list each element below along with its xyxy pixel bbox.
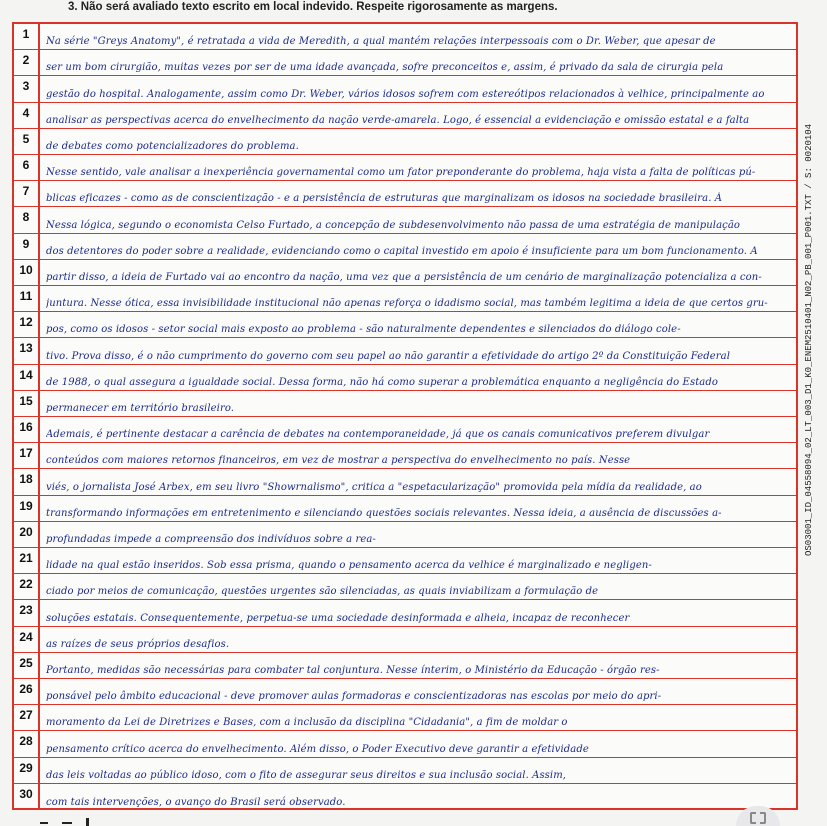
essay-line xyxy=(14,443,796,469)
handwritten-line-text: pos, como os idosos - setor social mais exposto ao problema - são naturalmente dependentes e silenciados do diálogo cole- xyxy=(46,324,681,336)
essay-line xyxy=(14,784,796,810)
essay-line xyxy=(14,76,796,102)
line-number: 27 xyxy=(19,708,33,723)
essay-line xyxy=(14,679,796,705)
expand-frame-icon xyxy=(750,812,766,824)
handwritten-line-text: dos detentores do poder sobre a realidade, evidenciando como o capital investido em apoio é insuficiente para um bom funcionamento. A xyxy=(46,245,758,257)
essay-line xyxy=(14,207,796,233)
line-number: 23 xyxy=(19,603,33,618)
handwritten-line-text: as raízes de seus próprios desafios. xyxy=(46,638,230,650)
essay-line xyxy=(14,653,796,679)
line-number: 25 xyxy=(19,655,33,670)
line-number: 26 xyxy=(19,682,33,696)
handwritten-line-text: blicas eficazes - como as de conscientização - e a persistência de estruturas que marginalizam os idosos na sociedade brasileira. À xyxy=(46,193,723,205)
line-number: 11 xyxy=(19,289,33,303)
handwritten-line-text: transformando informações em entretenimento e silenciando questões sociais relevantes. Nessa ideia, a ausência de discussões a- xyxy=(46,507,722,519)
essay-line xyxy=(14,574,796,600)
line-number: 3 xyxy=(22,79,30,94)
handwritten-line-text: gestão do hospital. Analogamente, assim como Dr. Weber, vários idosos sofrem com estereótipos relacionados à velhice, principalmente ao xyxy=(46,88,765,100)
handwritten-line-text: tivo. Prova disso, é o não cumprimento do governo com seu papel ao não garantir a efetividade do artigo 2º da Constituição Federal xyxy=(46,350,730,362)
line-number: 22 xyxy=(19,577,33,592)
essay-line xyxy=(14,312,796,338)
side-barcode-text: OS03001_ID_04558094_02_LT_003_D1_K0_ENEM2510401_N02_PB_001_P001.TXT / S: 0020104 xyxy=(804,123,814,557)
essay-line xyxy=(14,522,796,548)
essay-line xyxy=(14,155,796,181)
essay-line xyxy=(14,548,796,574)
line-number: 29 xyxy=(19,760,33,775)
line-number: 21 xyxy=(19,551,33,565)
essay-line xyxy=(14,338,796,364)
line-number: 10 xyxy=(19,262,33,277)
instruction-text: 3. Não será avaliado texto escrito em local indevido. Respeite rigorosamente as margens. xyxy=(68,1,558,13)
essay-line xyxy=(14,469,796,495)
essay-line xyxy=(14,181,796,207)
handwritten-line-text: profundadas impede a compreensão dos indivíduos sobre a rea- xyxy=(46,533,376,545)
essay-sheet xyxy=(12,22,798,810)
essay-line xyxy=(14,758,796,784)
line-number: 28 xyxy=(19,734,33,749)
handwritten-line-text: ciado por meios de comunicação, questões urgentes são silenciadas, as quais inviabilizam a formulação de xyxy=(46,586,599,598)
essay-line xyxy=(14,705,796,731)
handwritten-line-text: ponsável pelo âmbito educacional - deve promover aulas formadoras e conscientizadoras nas escolas por meio do apri- xyxy=(46,691,662,703)
handwritten-line-text: lidade na qual estão inseridos. Sob essa prisma, quando o pensamento acerca da velhice é marginalizado e negligen- xyxy=(46,560,652,572)
essay-line xyxy=(14,129,796,155)
line-number: 20 xyxy=(19,524,33,539)
line-number: 6 xyxy=(22,158,30,172)
essay-line xyxy=(14,417,796,443)
essay-line xyxy=(14,103,796,129)
line-number: 14 xyxy=(19,367,33,382)
line-number: 24 xyxy=(19,629,33,644)
line-number: 1 xyxy=(22,27,30,41)
handwritten-line-text: pensamento crítico acerca do envelhecimento. Além disso, o Poder Executivo deve garantir a efetividade xyxy=(46,743,589,755)
handwritten-line-text: viés, o jornalista José Arbex, em seu livro "Showrnalismo", critica a "espetacularização" promovida pela mídia da realidade, ao xyxy=(46,481,702,493)
handwritten-line-text: juntura. Nesse ótica, essa invisibilidade institucional não apenas reforça o idadismo social, mas também legitima a ideia de que certos gru- xyxy=(46,298,768,310)
handwritten-line-text: com tais intervenções, o avanço do Brasil será observado. xyxy=(46,796,346,808)
essay-line xyxy=(14,365,796,391)
essay-line xyxy=(14,391,796,417)
handwritten-line-text: partir disso, a ideia de Furtado vai ao encontro da nação, uma vez que a persistência de um cenário de marginalização potencializa a con- xyxy=(46,271,762,283)
handwritten-line-text: soluções estatais. Consequentemente, perpetua-se uma sociedade desinformada e alheia, incapaz de reconhecer xyxy=(46,612,630,624)
line-number: 30 xyxy=(19,786,33,801)
line-number: 17 xyxy=(19,446,33,461)
handwritten-line-text: Na série "Greys Anatomy", é retratada a vida de Meredith, a qual mantém relações interpessoais com o Dr. Weber, que apesar de xyxy=(46,36,716,48)
essay-line xyxy=(14,286,796,312)
handwritten-line-text: conteúdos com maiores retornos financeiros, em vez de mostrar a perspectiva do envelhecimento no país. Nesse xyxy=(46,455,631,467)
handwritten-line-text: permanecer em território brasileiro. xyxy=(46,402,235,414)
essay-line xyxy=(14,50,796,76)
bottom-registration-mark xyxy=(40,818,100,826)
essay-line xyxy=(14,234,796,260)
handwritten-line-text: ser um bom cirurgião, muitas vezes por ser de uma idade avançada, sofre preconceitos e, assim, é privado da sala de cirurgia pela xyxy=(46,62,724,74)
handwritten-line-text: de debates como potencializadores do problema. xyxy=(46,140,299,152)
essay-line xyxy=(14,496,796,522)
line-number: 8 xyxy=(22,210,30,225)
handwritten-line-text: Ademais, é pertinente destacar a carência de debates na contemporaneidade, já que os canais comunicativos preferem divulgar xyxy=(46,429,710,441)
essay-line xyxy=(14,260,796,286)
handwritten-line-text: Portanto, medidas são necessárias para combater tal conjuntura. Nesse ínterim, o Ministério da Educação - órgão res- xyxy=(46,664,660,676)
line-number: 16 xyxy=(19,420,33,434)
line-number: 4 xyxy=(22,105,30,120)
handwritten-line-text: Nessa lógica, segundo o economista Celso Furtado, a concepção de subdesenvolvimento não passa de uma estratégia de manipulação xyxy=(46,219,741,231)
line-number: 5 xyxy=(22,131,30,146)
line-number: 2 xyxy=(22,53,30,68)
handwritten-line-text: moramento da Lei de Diretrizes e Bases, com a inclusão da disciplina "Cidadania", a fim de moldar o xyxy=(46,717,568,729)
handwritten-line-text: das leis voltadas ao público idoso, com o fito de assegurar seus direitos e sua inclusão social. Assim, xyxy=(46,769,567,781)
line-number: 19 xyxy=(19,498,33,513)
line-number: 13 xyxy=(19,341,33,356)
line-number: 18 xyxy=(19,472,33,487)
line-number: 12 xyxy=(19,315,33,330)
essay-line xyxy=(14,600,796,626)
handwritten-line-text: de 1988, o qual assegura a igualdade social. Dessa forma, não há como superar a problemática enquanto a negligência do Estado xyxy=(46,376,718,388)
handwritten-line-text: analisar as perspectivas acerca do envelhecimento da nação verde-amarela. Logo, é essencial a evidenciação e omissão estatal e a falta xyxy=(46,114,750,126)
essay-line xyxy=(14,627,796,653)
line-number: 15 xyxy=(19,393,33,408)
essay-line xyxy=(14,731,796,757)
handwritten-line-text: Nesse sentido, vale analisar a inexperiência governamental como um fator preponderante do problema, haja vista a falta de políticas pú- xyxy=(46,167,756,179)
line-number: 7 xyxy=(22,184,30,199)
essay-line xyxy=(14,24,796,50)
line-number: 9 xyxy=(22,236,30,251)
